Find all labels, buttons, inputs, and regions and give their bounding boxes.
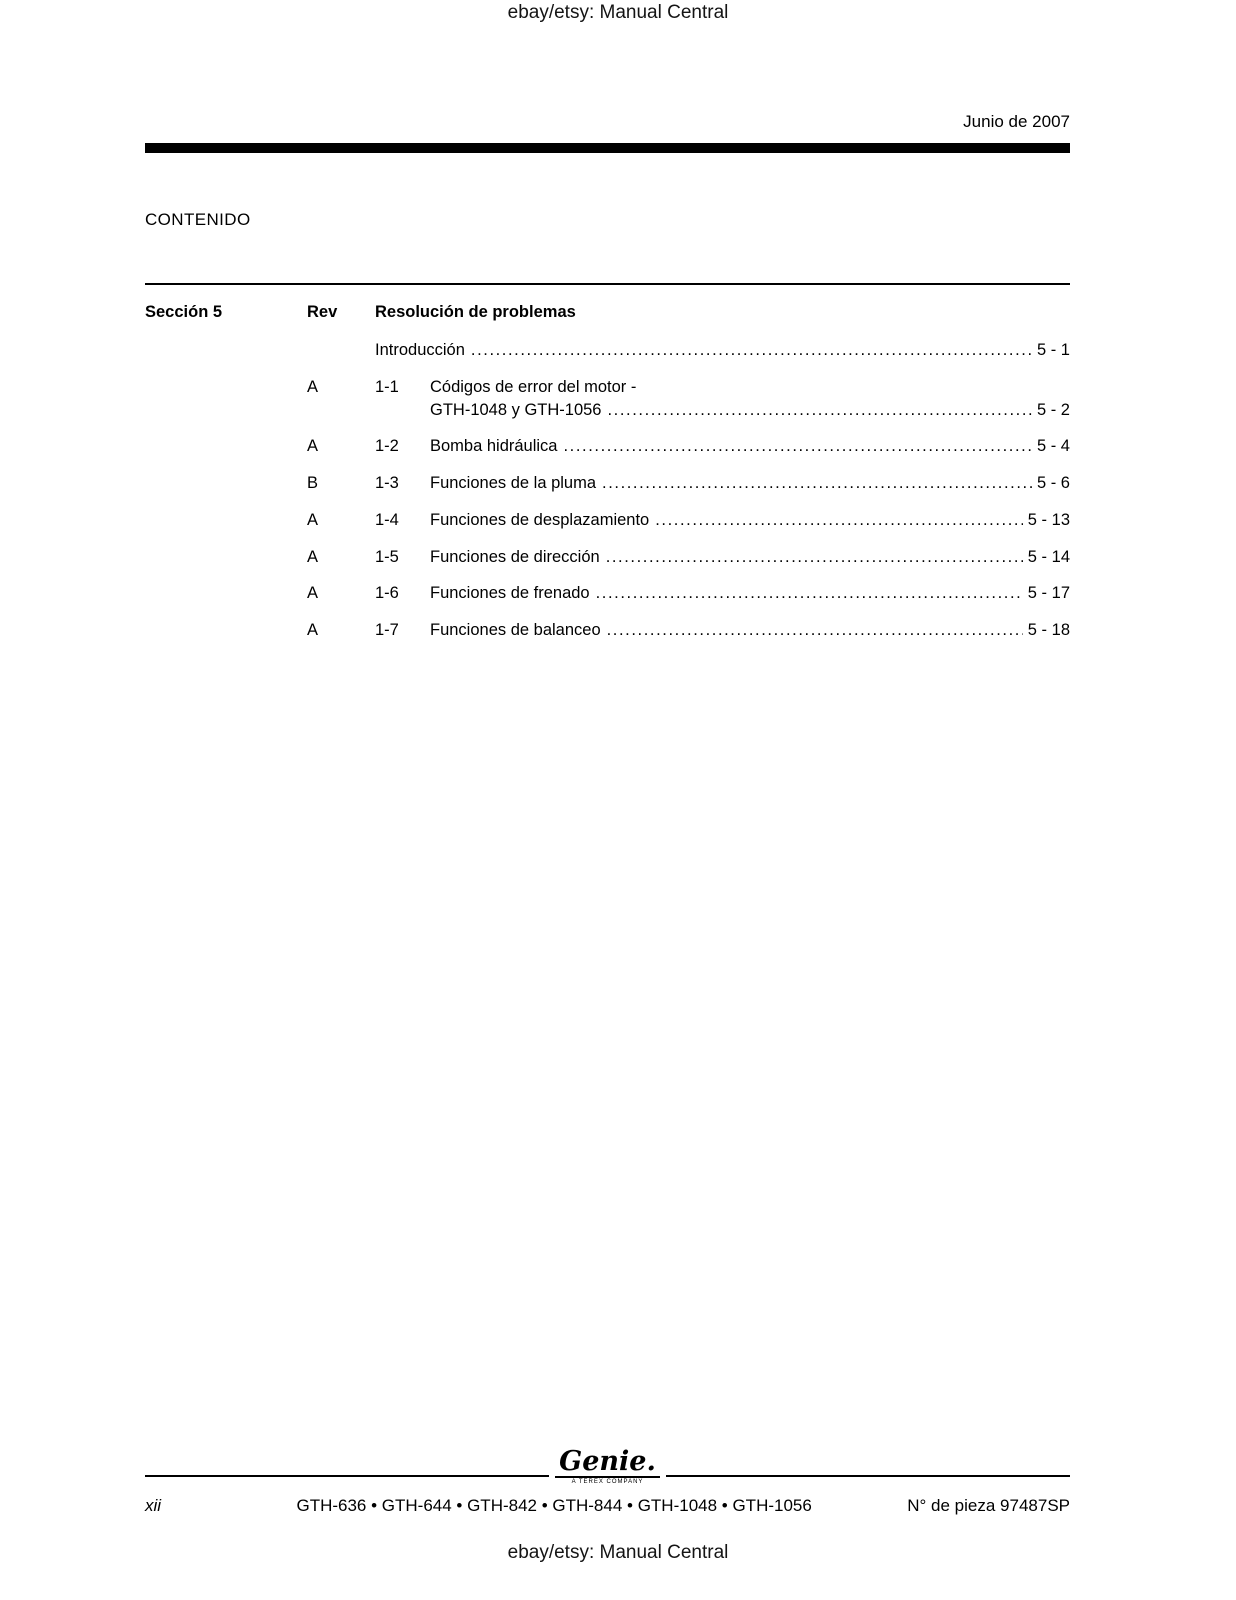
- contents-heading: CONTENIDO: [145, 210, 251, 229]
- toc-entry-main: [375, 547, 1070, 569]
- toc-header-row: [145, 303, 1070, 322]
- toc-entry: [145, 436, 1070, 458]
- toc-entry-main: [375, 436, 1070, 458]
- toc-entry-page-number: 5 - 6: [1036, 474, 1070, 493]
- toc-entry-page-number: 5 - 14: [1027, 547, 1070, 566]
- toc-entry-title-line: [375, 340, 1070, 362]
- footer-page-number: xii: [145, 1496, 162, 1515]
- footer-logo-row: [145, 1448, 1070, 1486]
- toc-entry-number: 1-4: [375, 510, 399, 529]
- toc-entry-page-number: 5 - 2: [1036, 400, 1070, 419]
- toc-entry-title: GTH-1048 y GTH-1056: [430, 400, 602, 419]
- toc-entry-title: Funciones de frenado: [430, 584, 590, 603]
- genie-logo-subtext: A TEREX COMPANY: [571, 1479, 644, 1485]
- toc-entry-page-number: 5 - 18: [1027, 621, 1070, 640]
- toc-entry-dot-leader: [602, 473, 1032, 495]
- toc-section-title: Resolución de problemas: [375, 303, 576, 321]
- toc-entry-main: [375, 377, 1070, 422]
- toc-entry-dot-leader: [606, 547, 1023, 569]
- toc-entry-page-number: 5 - 4: [1036, 437, 1070, 456]
- date-label: Junio de 2007: [963, 112, 1070, 131]
- toc-entry: [145, 510, 1070, 532]
- watermark-bottom: ebay/etsy: Manual Central: [507, 1542, 729, 1563]
- toc-entry-title-block: [430, 436, 1070, 458]
- toc-entry-dot-leader: [564, 436, 1032, 458]
- toc-entry-title-block: [375, 340, 1070, 362]
- toc-entry-number: 1-7: [375, 621, 399, 640]
- footer-models: GTH-636 • GTH-644 • GTH-842 • GTH-844 • GTH-1048 • GTH-1056: [296, 1496, 812, 1515]
- toc-entry-title-block: [430, 547, 1070, 569]
- toc-entry-title: Funciones de balanceo: [430, 621, 601, 640]
- toc-entry-main: [375, 473, 1070, 495]
- toc-entry-dot-leader: [655, 510, 1023, 532]
- toc-entry-main: [375, 510, 1070, 532]
- toc-entry-number: 1-1: [375, 377, 399, 396]
- toc-entry-title: Bomba hidráulica: [430, 437, 558, 456]
- toc-entry-number: 1-2: [375, 437, 399, 456]
- toc-entry-title-block: [430, 377, 1070, 422]
- toc-entry: [145, 473, 1070, 495]
- toc-section-label: Sección 5: [145, 303, 223, 321]
- toc-entry-dot-leader: [596, 583, 1023, 605]
- toc-entry-title-block: [430, 473, 1070, 495]
- footer-text-row: [145, 1496, 1070, 1516]
- toc-entry-title-block: [430, 510, 1070, 532]
- toc-rev-label: Rev: [307, 303, 338, 321]
- toc-entry: [145, 377, 1070, 422]
- toc-entry-dot-leader: [607, 400, 1031, 422]
- toc-entry-title: Funciones de desplazamiento: [430, 510, 650, 529]
- toc-entry: [145, 583, 1070, 605]
- toc-entry-title-line: [430, 620, 1070, 642]
- toc-entry-number: 1-6: [375, 584, 399, 603]
- watermark-top: ebay/etsy: Manual Central: [507, 2, 729, 23]
- toc-entry-title-block: [430, 620, 1070, 642]
- toc-entry-rev: A: [307, 437, 319, 456]
- genie-logo-text: Genie.: [555, 1448, 660, 1478]
- toc-entry: [145, 547, 1070, 569]
- toc-entry-rev: B: [307, 474, 319, 493]
- toc-entry-rev: A: [307, 584, 319, 603]
- toc-entry: [145, 340, 1070, 362]
- toc-entry-main: [375, 620, 1070, 642]
- toc-entry-number: 1-3: [375, 474, 399, 493]
- toc-entry-title-line: [430, 510, 1070, 532]
- toc-entry-title-line1: Códigos de error del motor -: [430, 377, 637, 396]
- genie-logo: [549, 1448, 666, 1486]
- toc-entry-dot-leader: [607, 620, 1023, 642]
- toc-entry-title: Introducción: [375, 341, 465, 359]
- toc-entry: [145, 620, 1070, 642]
- toc-entry-title-line: [430, 473, 1070, 495]
- toc-entry-page-number: 5 - 13: [1027, 510, 1070, 529]
- toc-entry-main: [375, 340, 1070, 362]
- footer-rule-left: [145, 1475, 549, 1477]
- table-of-contents: [145, 283, 1070, 657]
- toc-rule: [145, 283, 1070, 285]
- toc-entry-number: 1-5: [375, 547, 399, 566]
- toc-entry-title-line: [430, 547, 1070, 569]
- toc-entry-rev: A: [307, 510, 319, 529]
- toc-entry-main: [375, 583, 1070, 605]
- footer-part-number: N° de pieza 97487SP: [907, 1496, 1070, 1515]
- toc-entry-title-line: [430, 436, 1070, 458]
- toc-entry-page-number: 5 - 1: [1036, 341, 1070, 359]
- toc-entry-title-line: [430, 583, 1070, 605]
- toc-entry-title: Funciones de dirección: [430, 547, 600, 566]
- toc-entry-dot-leader: [471, 340, 1032, 362]
- toc-entry-rev: A: [307, 377, 319, 396]
- footer-rule-right: [666, 1475, 1070, 1477]
- toc-entry-title: Funciones de la pluma: [430, 474, 597, 493]
- toc-entry-rev: A: [307, 547, 319, 566]
- toc-rows: [145, 340, 1070, 642]
- toc-entry-title-block: [430, 583, 1070, 605]
- header-bar: [145, 143, 1070, 153]
- toc-entry-title-line: [430, 400, 1070, 422]
- toc-entry-page-number: 5 - 17: [1027, 584, 1070, 603]
- toc-entry-rev: A: [307, 621, 319, 640]
